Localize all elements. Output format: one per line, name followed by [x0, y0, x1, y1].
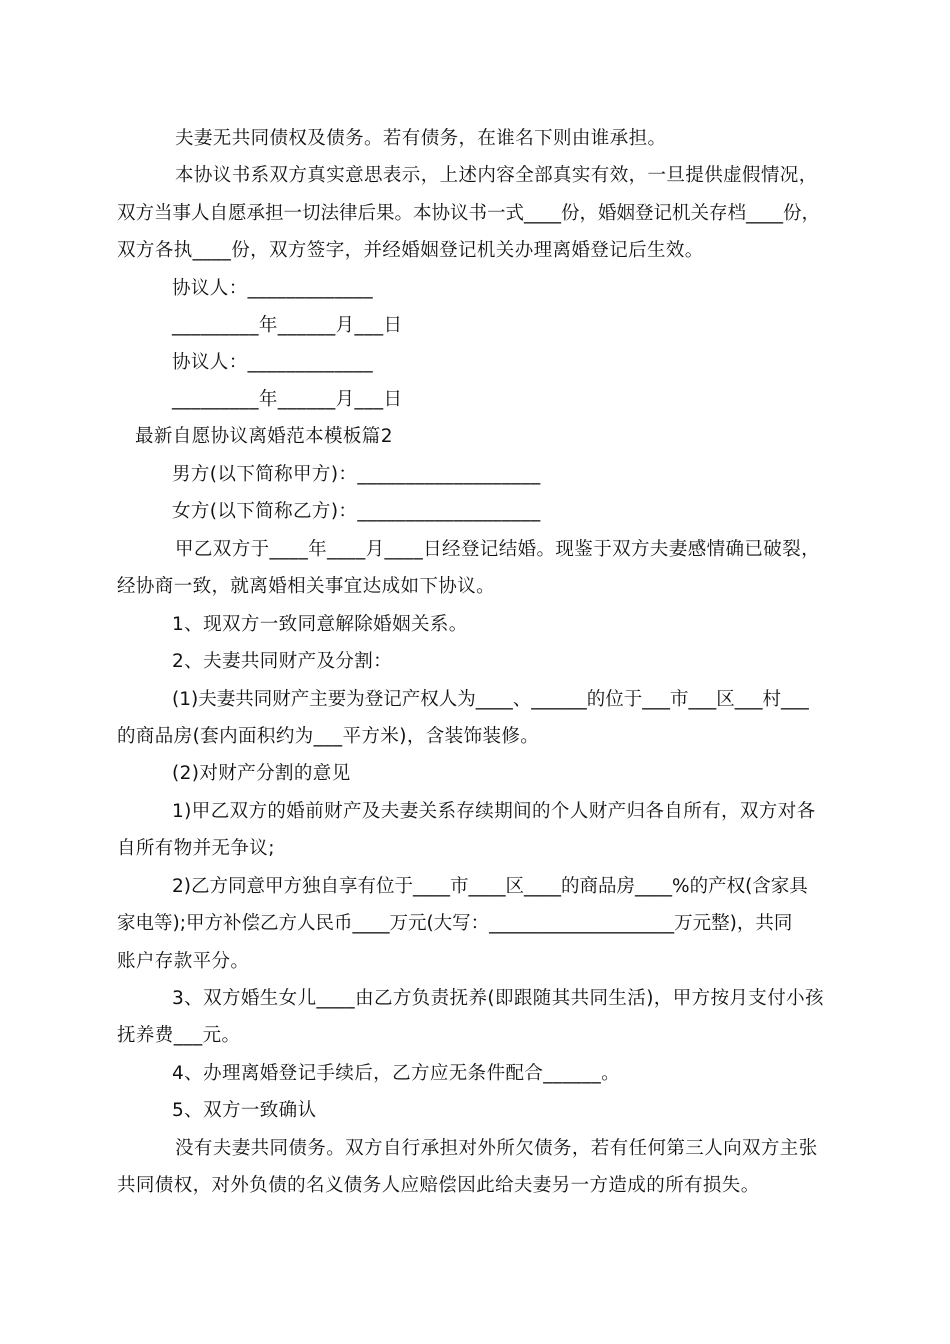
clause-line: 3、双方婚生女儿____由乙方负责抚养(即跟随其共同生活)，甲方按月支付小孩 — [172, 988, 824, 1009]
party-line: 女方(以下简称乙方)：___________________ — [172, 501, 541, 522]
paragraph-line: 共同债权，对外负债的名义债务人应赔偿因此给夫妻另一方造成的所有损失。 — [117, 1175, 760, 1196]
paragraph-line: 双方当事人自愿承担一切法律后果。本协议书一式____份，婚姻登记机关存档____份， — [117, 203, 821, 224]
paragraph-line: 本协议书系双方真实意思表示，上述内容全部真实有效，一旦提供虚假情况， — [175, 165, 818, 186]
date-line: _________年______月___日 — [172, 389, 403, 410]
clause-line: 2)乙方同意甲方独自享有位于____市____区____的商品房____%的产权(含家具 — [172, 876, 808, 897]
paragraph-line: 经协商一致，就离婚相关事宜达成如下协议。 — [117, 576, 496, 597]
clause-line: 账户存款平分。 — [117, 951, 250, 972]
clause-line: 自所有物并无争议; — [117, 838, 275, 859]
clause-line: 4、办理离婚登记手续后，乙方应无条件配合______。 — [172, 1063, 621, 1084]
clause-line: 2、夫妻共同财产及分割： — [172, 651, 393, 672]
clause-line: 家电等);甲方补偿乙方人民币____万元(大写：____________________万元整)，共同 — [117, 913, 793, 934]
date-line: _________年______月___日 — [172, 315, 403, 336]
clause-line: (2)对财产分割的意见 — [172, 763, 351, 784]
clause-line: 抚养费___元。 — [117, 1025, 241, 1046]
signature-line: 协议人：_____________ — [172, 278, 374, 299]
signature-line: 协议人：_____________ — [172, 352, 374, 373]
paragraph-line: 双方各执____份，双方签字，并经婚姻登记机关办理离婚登记后生效。 — [117, 240, 704, 261]
clause-line: 1、现双方一致同意解除婚姻关系。 — [172, 614, 468, 635]
paragraph-line: 夫妻无共同债权及债务。若有债务，在谁名下则由谁承担。 — [175, 128, 667, 149]
clause-line: 1)甲乙双方的婚前财产及夫妻关系存续期间的个人财产归各自所有，双方对各 — [172, 801, 816, 822]
clause-line: 的商品房(套内面积约为___平方米)，含装饰装修。 — [117, 726, 540, 747]
clause-line: (1)夫妻共同财产主要为登记产权人为____、______的位于___市___区___村___ — [172, 689, 809, 710]
paragraph-line: 甲乙双方于____年____月____日经登记结婚。现鉴于双方夫妻感情确已破裂， — [175, 539, 821, 560]
section-heading: 最新自愿协议离婚范本模板篇2 — [135, 426, 393, 447]
party-line: 男方(以下简称甲方)：___________________ — [172, 464, 541, 485]
clause-line: 5、双方一致确认 — [172, 1100, 317, 1121]
paragraph-line: 没有夫妻共同债务。双方自行承担对外所欠债务，若有任何第三人向双方主张 — [175, 1138, 818, 1159]
